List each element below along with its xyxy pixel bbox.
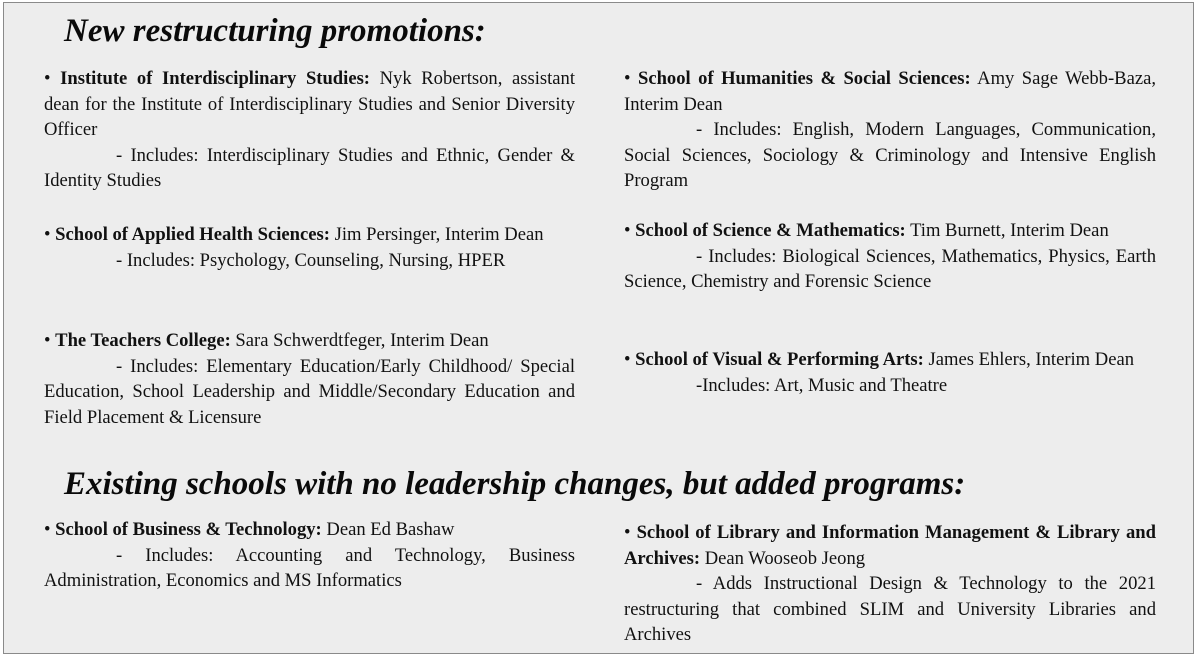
entry-title xyxy=(624,218,1156,244)
includes-text: -Includes: Art, Music and Theatre xyxy=(696,374,948,396)
entry-title xyxy=(44,222,575,248)
entry-interdisciplinary-studies xyxy=(44,66,575,194)
entry-title xyxy=(624,347,1156,373)
new-promotions-heading: New restructuring promotions: xyxy=(64,13,486,49)
bullet: • xyxy=(44,330,56,351)
restructuring-panel xyxy=(3,2,1194,654)
bullet: • xyxy=(44,519,56,540)
entry-business-technology xyxy=(44,517,575,594)
bullet: • xyxy=(44,68,61,89)
leader: James Ehlers, Interim Dean xyxy=(923,349,1135,370)
entry-title xyxy=(44,66,575,143)
school-name: School of Science & Mathematics: xyxy=(635,220,906,241)
includes-text: - Includes: Biological Sciences, Mathematics, Physics, Earth Science, Chemistry and Forensic Science xyxy=(624,245,1156,293)
entry-teachers-college xyxy=(44,328,575,430)
school-name: School of Humanities & Social Sciences: xyxy=(637,68,971,89)
school-name: Institute of Interdisciplinary Studies: xyxy=(60,68,370,89)
includes-text: - Includes: Accounting and Technology, Business Administration, Economics and MS Informatics xyxy=(44,544,575,592)
includes-text: - Includes: Psychology, Counseling, Nursing, HPER xyxy=(116,249,506,271)
bullet: • xyxy=(624,522,637,543)
entry-applied-health-sciences xyxy=(44,222,575,273)
leader: Jim Persinger, Interim Dean xyxy=(329,224,544,245)
entry-visual-performing-arts xyxy=(624,347,1156,398)
entry-science-mathematics xyxy=(624,218,1156,295)
leader: Dean Ed Bashaw xyxy=(321,519,455,540)
includes-text: - Includes: Interdisciplinary Studies and Ethnic, Gender & Identity Studies xyxy=(44,144,575,192)
entry-title xyxy=(624,520,1156,571)
bullet: • xyxy=(624,68,638,89)
entry-library-information-management xyxy=(624,520,1156,648)
leader: Sara Schwerdtfeger, Interim Dean xyxy=(230,330,489,351)
leader: Tim Burnett, Interim Dean xyxy=(905,220,1109,241)
school-name: School of Visual & Performing Arts: xyxy=(635,349,924,370)
includes-text: - Adds Instructional Design & Technology to the 2021 restructuring that combined SLIM and University Libraries and Archives xyxy=(624,573,1156,646)
school-name: School of Business & Technology: xyxy=(55,519,322,540)
leader: Amy Sage Webb-Baza, Interim Dean xyxy=(624,68,1156,115)
includes-text: - Includes: English, Modern Languages, Communication, Social Sciences, Sociology & Criminology and Intensive English Program xyxy=(624,119,1156,192)
entry-title xyxy=(44,328,575,354)
entry-humanities-social-sciences xyxy=(624,66,1156,194)
entry-title xyxy=(44,517,575,543)
school-name: School of Applied Health Sciences: xyxy=(55,224,330,245)
school-name: School of Library and Information Management & Library and Archives: xyxy=(624,522,1156,569)
leader: Dean Wooseob Jeong xyxy=(700,547,866,569)
school-name: The Teachers College: xyxy=(55,330,231,351)
bullet: • xyxy=(624,349,636,370)
includes-text: - Includes: Elementary Education/Early Childhood/ Special Education, School Leadership and Middle/Secondary Education and Field Placement & Licensure xyxy=(44,355,575,428)
existing-schools-heading: Existing schools with no leadership changes, but added programs: xyxy=(64,466,966,502)
entry-title xyxy=(624,66,1156,117)
bullet: • xyxy=(44,224,56,245)
leader: Nyk Robertson, assistant dean for the Institute of Interdisciplinary Studies and Senior Diversity Officer xyxy=(44,68,575,141)
bullet: • xyxy=(624,220,636,241)
